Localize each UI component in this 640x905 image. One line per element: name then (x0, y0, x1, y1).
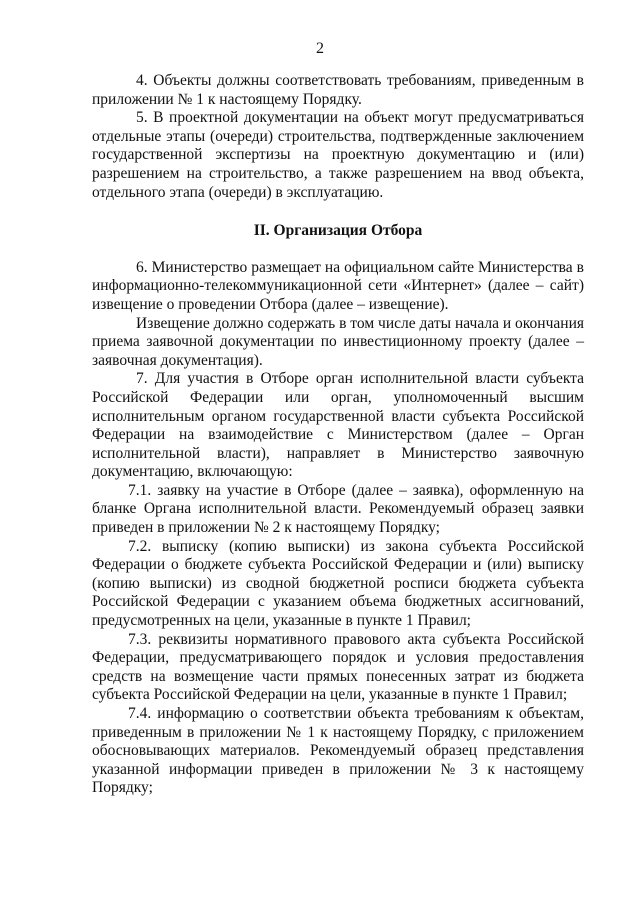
paragraph-7: 7. Для участия в Отборе орган исполнительной власти субъекта Российской Федерации или орган, уполномоченный высшим исполнительным органом государственной власти субъекта Российской Федерации на взаимодействие с Министерством (далее – Орган исполнительной власти), направляет в Министерство заявочную документацию, включающую: (92, 370, 584, 481)
paragraph-7-4: 7.4. информацию о соответствии объекта требованиям к объектам, приведенным в приложении № 1 к настоящему Порядку, с приложением обосновывающих материалов. Рекомендуемый образец представления указанной информации приведен в приложении № 3 к настоящему Порядку; (92, 705, 584, 797)
document-body (92, 72, 584, 798)
paragraph-7-2: 7.2. выписку (копию выписки) из закона субъекта Российской Федерации о бюджете субъекта Российской Федерации и (или) выписку (копию выписки) из сводной бюджетной росписи бюджета субъекта Российской Федерации с указанием объема бюджетных ассигнований, предусмотренных на цели, указанные в пункте 1 Правил; (92, 537, 584, 630)
paragraph-4: 4. Объекты должны соответствовать требованиям, приведенным в приложении № 1 к настоящему Порядку. (92, 72, 584, 108)
section-heading: II. Организация Отбора (253, 222, 423, 240)
page-number: 2 (316, 40, 324, 57)
paragraph-7-1: 7.1. заявку на участие в Отборе (далее – заявка), оформленную на бланке Органа исполнительной власти. Рекомендуемый образец заявки приведен в приложении № 2 к настоящему Порядку; (92, 481, 584, 537)
paragraph-6-notice: Извещение должно содержать в том числе даты начала и окончания приема заявочной документации по инвестиционному проекту (далее – заявочная документация). (92, 314, 584, 369)
paragraph-7-3: 7.3. реквизиты нормативного правового акта субъекта Российской Федерации, предусматривающего порядок и условия предоставления средств на возмещение части прямых понесенных затрат из бюджета субъекта Российской Федерации на цели, указанные в пункте 1 Правил; (92, 630, 584, 704)
paragraph-5: 5. В проектной документации на объект могут предусматриваться отдельные этапы (очереди) строительства, подтвержденные заключением государственной экспертизы на проектную документацию и (или) разрешением на строительство, а также разрешением на ввод объекта, отдельного этапа (очереди) в эксплуатацию. (92, 109, 584, 201)
paragraph-6: 6. Министерство размещает на официальном сайте Министерства в информационно-телекоммуникационной сети «Интернет» (далее – сайт) извещение о проведении Отбора (далее – извещение). (92, 258, 584, 313)
